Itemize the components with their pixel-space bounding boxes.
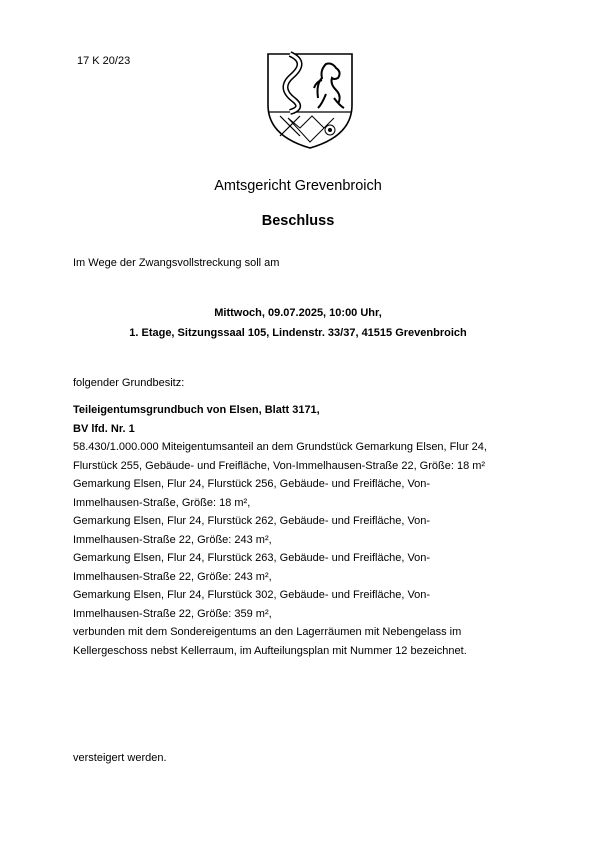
- property-description: [73, 401, 543, 660]
- property-label: folgender Grundbesitz:: [73, 377, 185, 389]
- description-line: Gemarkung Elsen, Flur 24, Flurstück 262, Gebäude- und Freifläche, Von-: [73, 515, 431, 527]
- description-line: Immelhausen-Straße, Größe: 18 m²,: [73, 496, 251, 509]
- description-line: Immelhausen-Straße 22, Größe: 359 m²,: [73, 607, 272, 620]
- appointment-location: 1. Etage, Sitzungssaal 105, Lindenstr. 33/37, 41515 Grevenbroich: [129, 327, 467, 339]
- description-line: Gemarkung Elsen, Flur 24, Flurstück 256, Gebäude- und Freifläche, Von-: [73, 478, 431, 490]
- description-line: Kellergeschoss nebst Kellerraum, im Aufteilungsplan mit Nummer 12 bezeichnet.: [73, 644, 467, 657]
- description-line: Gemarkung Elsen, Flur 24, Flurstück 302, Gebäude- und Freifläche, Von-: [73, 589, 431, 601]
- coat-of-arms-icon: [260, 50, 360, 150]
- description-line: BV lfd. Nr. 1: [73, 422, 135, 435]
- description-line: Gemarkung Elsen, Flur 24, Flurstück 263, Gebäude- und Freifläche, Von-: [73, 552, 431, 564]
- intro-text: Im Wege der Zwangsvollstreckung soll am: [73, 257, 280, 269]
- document-type: Beschluss: [261, 213, 335, 229]
- description-line: verbunden mit dem Sondereigentums an den Lagerräumen mit Nebengelass im: [73, 626, 462, 638]
- court-name: Amtsgericht Grevenbroich: [214, 178, 382, 194]
- description-line: Immelhausen-Straße 22, Größe: 243 m²,: [73, 570, 272, 583]
- appointment-date: Mittwoch, 09.07.2025, 10:00 Uhr,: [214, 307, 382, 319]
- description-line: Flurstück 255, Gebäude- und Freifläche, Von-Immelhausen-Straße 22, Größe: 18 m²: [73, 459, 486, 472]
- file-number: 17 K 20/23: [77, 55, 131, 67]
- description-line: Teileigentumsgrundbuch von Elsen, Blatt 3171,: [73, 404, 320, 416]
- closing-text: versteigert werden.: [73, 752, 167, 764]
- description-line: 58.430/1.000.000 Miteigentumsanteil an dem Grundstück Gemarkung Elsen, Flur 24,: [73, 441, 487, 453]
- description-line: Immelhausen-Straße 22, Größe: 243 m²,: [73, 533, 272, 546]
